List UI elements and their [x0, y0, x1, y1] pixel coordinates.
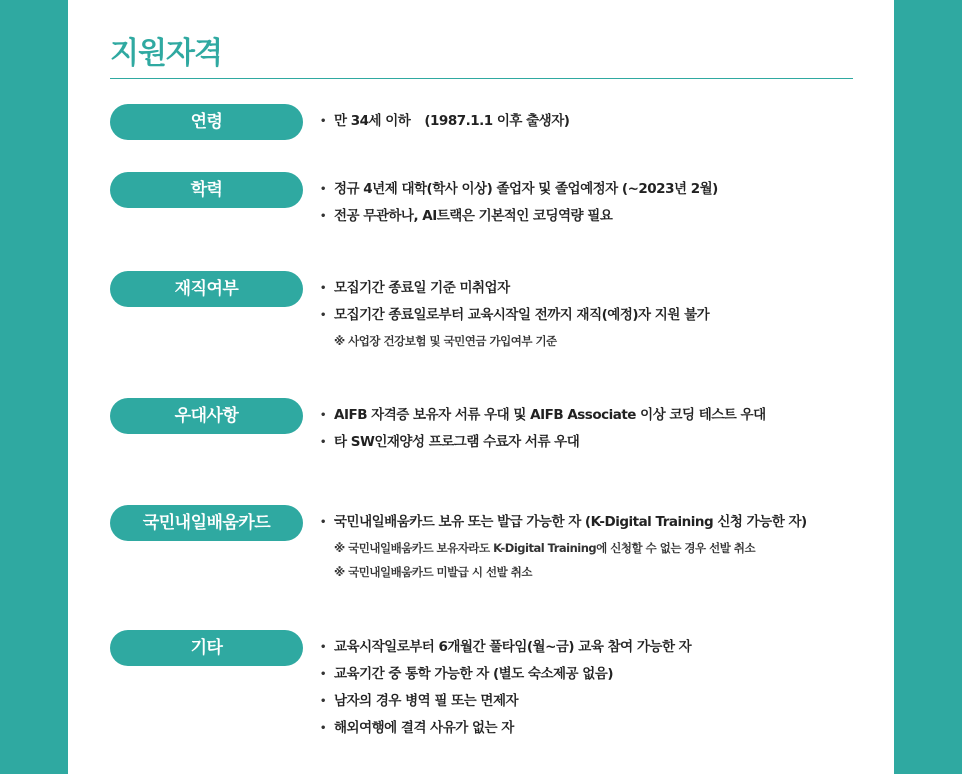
list-item: • 교육기간 중 통학 가능한 자 (별도 숙소제공 없음)	[320, 661, 691, 688]
list-item: • 모집기간 종료일 기준 미취업자	[320, 275, 709, 302]
list-item: • 만 34세 이하 (1987.1.1 이후 출생자)	[320, 108, 569, 135]
section-items-education	[320, 176, 718, 230]
list-item: • AIFB 자격증 보유자 서류 우대 및 AIFB Associate 이상 코딩 테스트 우대	[320, 402, 766, 429]
list-item: • 정규 4년제 대학(학사 이상) 졸업자 및 졸업예정자 (~2023년 2월)	[320, 176, 718, 203]
list-note: ※ 국민내일배움카드 미발급 시 선발 취소	[334, 565, 532, 579]
list-note: ※ 사업장 건강보험 및 국민연금 가입여부 기준	[334, 334, 557, 348]
list-item: • 전공 무관하나, AI트랙은 기본적인 코딩역량 필요	[320, 203, 718, 230]
section-items-learning-card	[320, 509, 807, 584]
list-item: • 모집기간 종료일로부터 교육시작일 전까지 재직(예정)자 지원 불가	[320, 302, 709, 329]
list-item: • 타 SW인재양성 프로그램 수료자 서류 우대	[320, 429, 766, 456]
section-label-education: 학력	[110, 172, 303, 208]
list-item: • 국민내일배움카드 보유 또는 발급 가능한 자 (K-Digital Training 신청 가능한 자)	[320, 509, 807, 536]
section-items-age	[320, 108, 569, 135]
list-item: • 해외여행에 결격 사유가 없는 자	[320, 715, 691, 742]
list-item: • 교육시작일로부터 6개월간 풀타임(월~금) 교육 참여 가능한 자	[320, 634, 691, 661]
section-items-preferences	[320, 402, 766, 456]
list-item: • 남자의 경우 병역 필 또는 면제자	[320, 688, 691, 715]
section-items-other	[320, 634, 691, 742]
section-label-preferences: 우대사항	[110, 398, 303, 434]
section-items-employment	[320, 275, 709, 353]
page-title: 지원자격	[110, 36, 222, 71]
section-label-age: 연령	[110, 104, 303, 140]
title-divider	[110, 78, 853, 79]
section-label-employment: 재직여부	[110, 271, 303, 307]
content-panel	[68, 0, 894, 774]
birth-date-note: (1987.1.1 이후 출생자)	[424, 113, 570, 129]
list-note: ※ 국민내일배움카드 보유자라도 K-Digital Training에 신청할 수 없는 경우 선발 취소	[334, 541, 756, 555]
section-label-other: 기타	[110, 630, 303, 666]
section-label-learning-card: 국민내일배움카드	[110, 505, 303, 541]
